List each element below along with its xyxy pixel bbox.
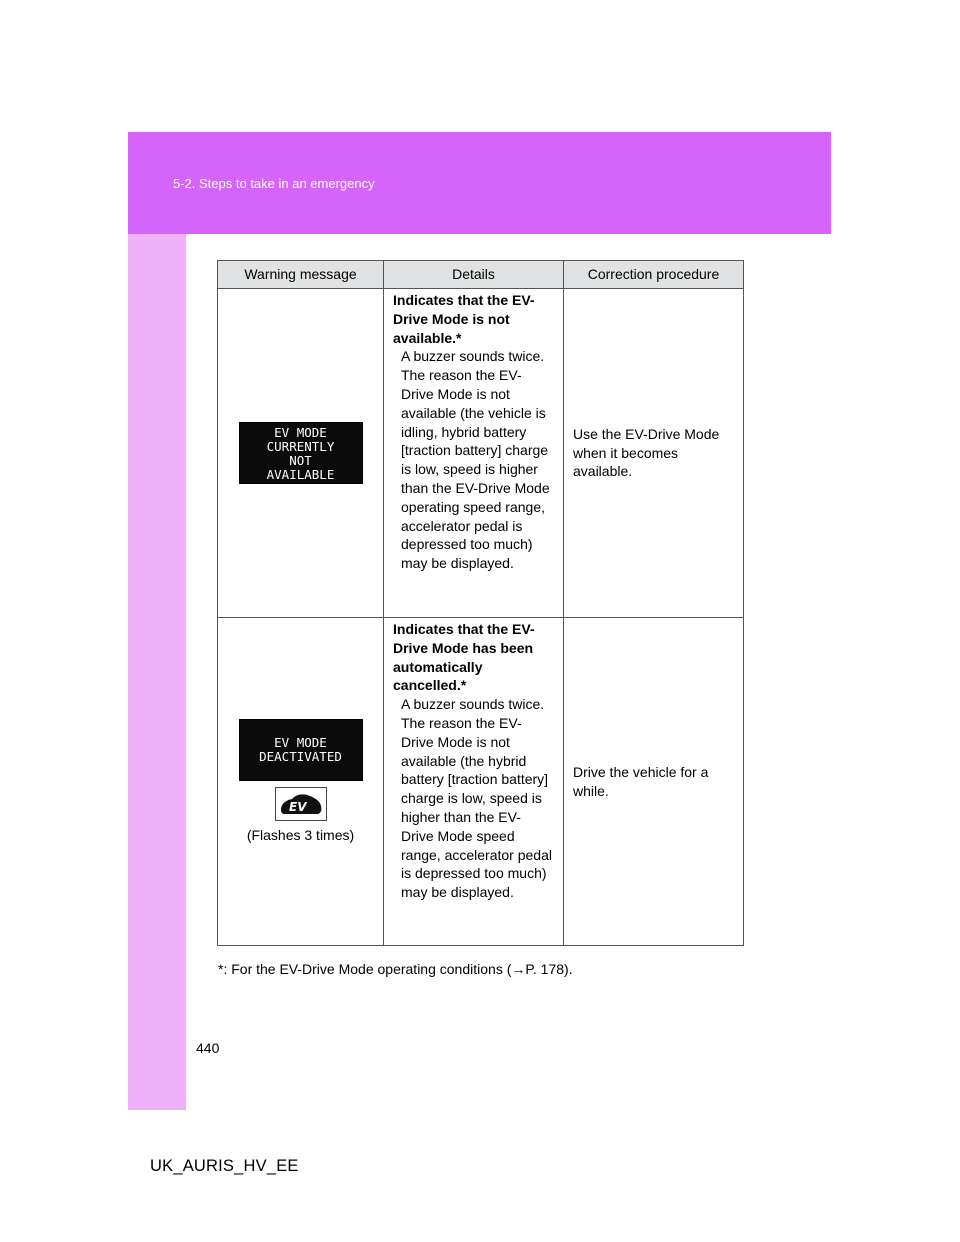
display-line: AVAILABLE [266, 467, 335, 482]
ev-car-icon [278, 790, 324, 818]
table-row [218, 618, 744, 946]
display-line: DEACTIVATED [259, 748, 342, 764]
display-line: EV MODE [274, 425, 327, 440]
ev-mode-not-available-display [239, 422, 363, 484]
section-title: 5-2. Steps to take in an emergency [173, 176, 375, 191]
warning-message-table [217, 260, 744, 946]
column-header-details: Details [384, 261, 564, 289]
ev-indicator-icon [275, 787, 327, 821]
correction-cell: Use the EV-Drive Mode when it becomes available. [564, 289, 744, 618]
header-band [128, 132, 831, 234]
details-cell [384, 618, 564, 946]
document-code: UK_AURIS_HV_EE [150, 1157, 299, 1175]
ev-mode-deactivated-display [239, 719, 363, 781]
warning-message-cell [218, 618, 384, 946]
side-strip [128, 234, 186, 1110]
column-header-correction-procedure: Correction procedure [564, 261, 744, 289]
svg-text:EV: EV [288, 799, 306, 814]
display-line: NOT [289, 453, 312, 468]
details-body: A buzzer sounds twice. The reason the EV-Drive Mode is not available (the vehicle is idling, hybrid battery [traction battery] charge is low, speed is higher than the EV-Drive Mode operating speed range, accelerator pedal is depressed too much) may be displayed. [401, 348, 550, 572]
details-body: A buzzer sounds twice. The reason the EV-Drive Mode is not available (the hybrid battery [traction battery] charge is low, speed is higher than the EV-Drive Mode speed range, accelerator pedal is depressed too much) may be displayed. [401, 696, 552, 901]
column-header-warning-message: Warning message [218, 261, 384, 289]
correction-cell: Drive the vehicle for a while. [564, 618, 744, 946]
display-line: CURRENTLY [266, 439, 335, 454]
table-row [218, 289, 744, 618]
page-number: 440 [196, 1040, 220, 1056]
warning-message-cell [218, 289, 384, 618]
details-cell [384, 289, 564, 618]
details-heading: Indicates that the EV-Drive Mode has been automatically cancelled.* [393, 621, 535, 694]
table-header-row [218, 261, 744, 289]
details-heading: Indicates that the EV-Drive Mode is not available.* [393, 292, 535, 346]
footnote: *: For the EV-Drive Mode operating conditions (→P. 178). [218, 961, 573, 977]
display-line: EV MODE [274, 734, 327, 750]
flash-caption: (Flashes 3 times) [246, 826, 355, 843]
